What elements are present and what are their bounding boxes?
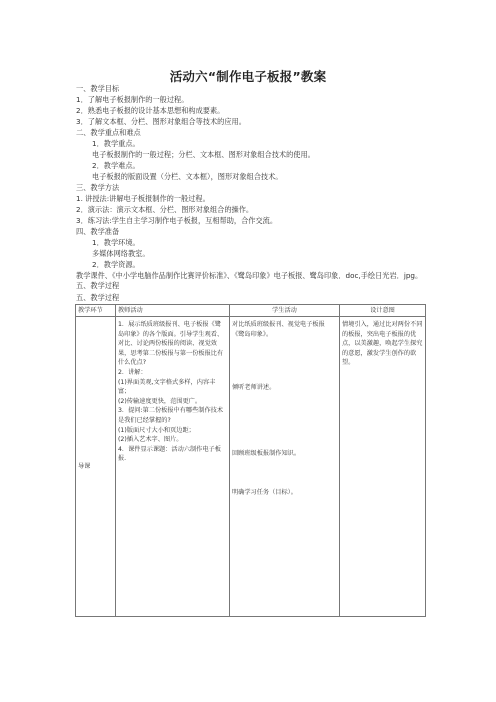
student-step: 对比纸质班级报刊、视觉电子板报《鹭岛印象》。 (232, 321, 325, 338)
header-stage: 教学环节 (76, 305, 116, 317)
teacher-step: (2)插入艺术字、图片。 (118, 436, 183, 444)
lesson-process-table (75, 304, 426, 617)
teacher-step: (1)版面尺寸大小和页边距； (118, 426, 195, 434)
keypoint-subheading: 1．教学重点。 (92, 139, 140, 148)
header-intent: 设计意图 (340, 305, 426, 317)
teacher-step: (2)传输速度更快，范围更广。 (118, 397, 202, 405)
keypoint-text: 电子板报制作的一般过程；分栏、文本框、图形对象组合技术的使用。 (92, 150, 315, 159)
table-header-row (76, 305, 426, 317)
header-teacher: 教师活动 (116, 305, 230, 317)
method-item: 1. 讲授法:讲解电子板报制作的一般过程。 (76, 194, 210, 203)
difficulty-subheading: 2．教学难点。 (92, 161, 140, 170)
preparation-subheading: 1．教学环境。 (92, 238, 140, 247)
student-step: 回顾班级板报制作知识。 (232, 449, 301, 457)
resources-subheading: 2．教学资源。 (92, 260, 140, 269)
stage-cell: 导课 (76, 317, 116, 617)
section-heading-keypoints: 二、教学重点和难点 (76, 128, 141, 137)
teacher-step: 4．课件显示课题：活动六制作电子板报. (118, 445, 221, 463)
section-heading-methods: 三、教学方法 (76, 183, 120, 192)
table-row (76, 317, 426, 617)
section-heading-objectives: 一、教学目标 (76, 84, 120, 93)
section-heading-preparation: 四、教学准备 (76, 227, 120, 236)
design-intent-text: 情境引入，通过比对两份不同的板报，突出电子板报的优点，以美激趣，唤起学生探究的意愿，激发学生创作的欲望。 (342, 321, 423, 367)
teacher-step: 3．提问:第二份板报中有哪些制作技术是我们已经掌握的? (118, 407, 224, 424)
teacher-activity-cell (116, 317, 230, 617)
student-step: 明确学习任务（目标）。 (232, 489, 297, 497)
resources-text: 教学课件、《中小学电脑作品制作比赛评价标准》、《鹭岛印象》电子板报、鹭岛印象．doc,手绘日光岩．jpg。五、教学过程 (76, 271, 423, 290)
objective-item: 2．熟悉电子板报的设计基本思想和构成要素。 (76, 106, 225, 115)
teacher-step: 2．讲解： (118, 368, 147, 376)
teacher-step: 1．展示纸质班级报刊、电子板报《鹭岛印象》的各个版面。引导学生观看、对比、讨论两份板报的阅读、视觉效果，思考第二份板报与第一份板报比有什么优点? (118, 321, 224, 367)
difficulty-text: 电子板报的版面设置（分栏、文本框），图形对象组合技术。 (92, 172, 283, 181)
objective-item: 3．了解文本框、分栏、图形对象组合等技术的应用。 (76, 117, 246, 126)
section-heading-process: 五、教学过程 (76, 293, 120, 302)
student-activity-cell (230, 317, 340, 617)
preparation-text: 多媒体网络教室。 (92, 249, 150, 258)
teacher-step: (1)界面美观,文字格式多样，内容丰富； (118, 378, 216, 396)
document-title: 活动六“制作电子板报”教案 (169, 69, 327, 84)
student-step: 倾听老师讲述。 (232, 384, 276, 392)
method-item: 2．演示法：演示文本框、分栏、图形对象组合的操作。 (76, 205, 254, 214)
method-item: 3．练习法:学生自主学习制作电子板报，互相帮助，合作交流。 (76, 216, 278, 225)
header-student: 学生活动 (230, 305, 340, 317)
objective-item: 1．了解电子板报制作的一般过程。 (76, 95, 189, 104)
design-intent-cell (340, 317, 426, 617)
